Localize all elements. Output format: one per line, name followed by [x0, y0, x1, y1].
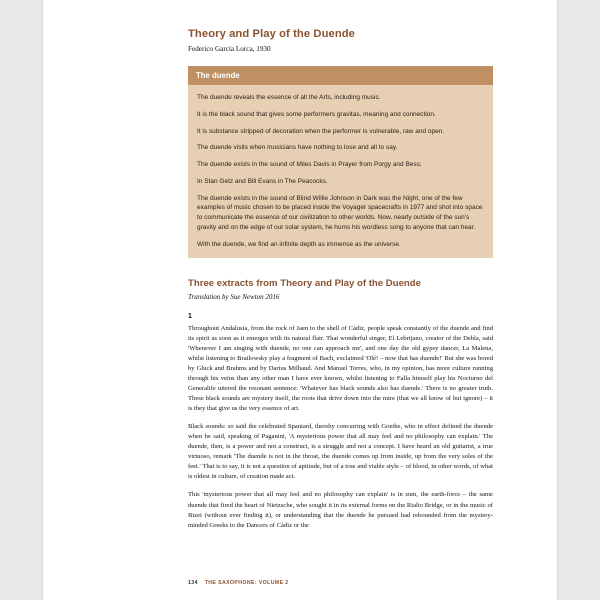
callout-paragraph: The duende reveals the essence of all the Arts, including music.: [197, 94, 381, 101]
callout-paragraph: The duende exists in the sound of Blind Willie Johnson in Dark was the Night, one of the few examples of music chosen to be placed inside the Voyager spacecrafts in 1977 and shot into space to communicate the essence of our civilization to other worlds. Now, nearly outside of the sun's gravity and on the edge of our solar system, he hums his wordless song to anyone that can hear.: [197, 194, 483, 231]
duende-callout-panel: [188, 66, 493, 258]
callout-body: [188, 85, 493, 258]
page-title: Theory and Play of the Duende: [188, 28, 356, 40]
extract-number: 1: [188, 313, 192, 321]
body-paragraph: Throughout Andalusia, from the rock of Jaen to the shell of Cádiz, people speak constantly of the duende and find its spirit as soon as it emerges with its natural flair. That wonderful singer, El Lebrijano, creator of the Debla, said 'Whenever I am singing with duende, no one can approach me', and one day the old gypsy dancer, La Malena, whilst listening to Brailowsky play a fragment of Bach, exclaimed 'Olé! – now that has duende!' But she was bored by Gluck and Brahms and by Darius Milhaud. And Manuel Torres, who, in my opinion, has more culture running through his veins than any other man I have ever known, whilst listening to Falla himself play his Nocturno del Generalife uttered the resonant sentence: 'Whatever has black sounds also has duende.' There is no greater truth. These black sounds are mystery itself, the roots that drive down into the mire (that we all know of but ignore) – it is they that give us the very essence of art.: [188, 325, 493, 413]
callout-paragraph: It is substance stripped of decoration when the performer is vulnerable, raw and open.: [197, 127, 445, 135]
callout-paragraph: The duende exists in the sound of Miles Davis in Prayer from Porgy and Bess;: [197, 161, 422, 168]
page-content: [188, 28, 493, 531]
body-paragraph: This 'mysterious power that all may feel and no philosophy can explain' is in sum, the earth-force – the same duende that fired the heart of Nietzsche, who sought it in its external forms on the Rialto Bridge, or in the music of Bizet (without ever finding it), or understanding that the duende he pursued had rebounded from the mystery-minded Greeks to the Dancers of Cádiz or the: [188, 491, 493, 529]
body-paragraph: Black sounds: so said the celebrated Spaniard, thereby concurring with Goethe, who in effect defined the duende when he said, speaking of Paganini, 'A mysterious power that all may feel and no philosophy can explain.' The duende, then, is a power and not a construct, is a struggle and not a concept. I have heard an old guitarist, a true virtuoso, remark 'The duende is not in the throat, the duende comes up from inside, up from the very soles of the feet.' That is to say, it is not a question of aptitude, but of a true and viable style – of blood, in other words, of what is oldest in culture, of creation made act.: [188, 423, 493, 481]
section-heading: Three extracts from Theory and Play of the Duende: [188, 278, 421, 290]
page-number: 134: [188, 580, 198, 586]
author-byline: Federico García Lorca, 1930: [188, 45, 271, 53]
page-footer: [188, 580, 493, 586]
footer-label: THE SAXOPHONE: VOLUME 2: [204, 580, 289, 586]
translation-credit: Translation by Sue Newton 2016: [188, 293, 280, 302]
callout-paragraph: The duende visits when musicians have nothing to lose and all to say.: [197, 144, 398, 152]
document-page: [43, 0, 557, 600]
body-text: [188, 324, 493, 530]
callout-heading: The duende: [188, 66, 493, 85]
callout-paragraph: With the duende, we find an infinite depth as immense as the universe.: [197, 240, 401, 248]
callout-paragraph: In Stan Getz and Bill Evans in The Peacocks.: [197, 177, 328, 185]
right-page-edge: [557, 0, 600, 600]
left-page-edge: [0, 0, 43, 600]
callout-paragraph: It is the black sound that gives some performers gravitas, meaning and connection.: [197, 110, 436, 118]
